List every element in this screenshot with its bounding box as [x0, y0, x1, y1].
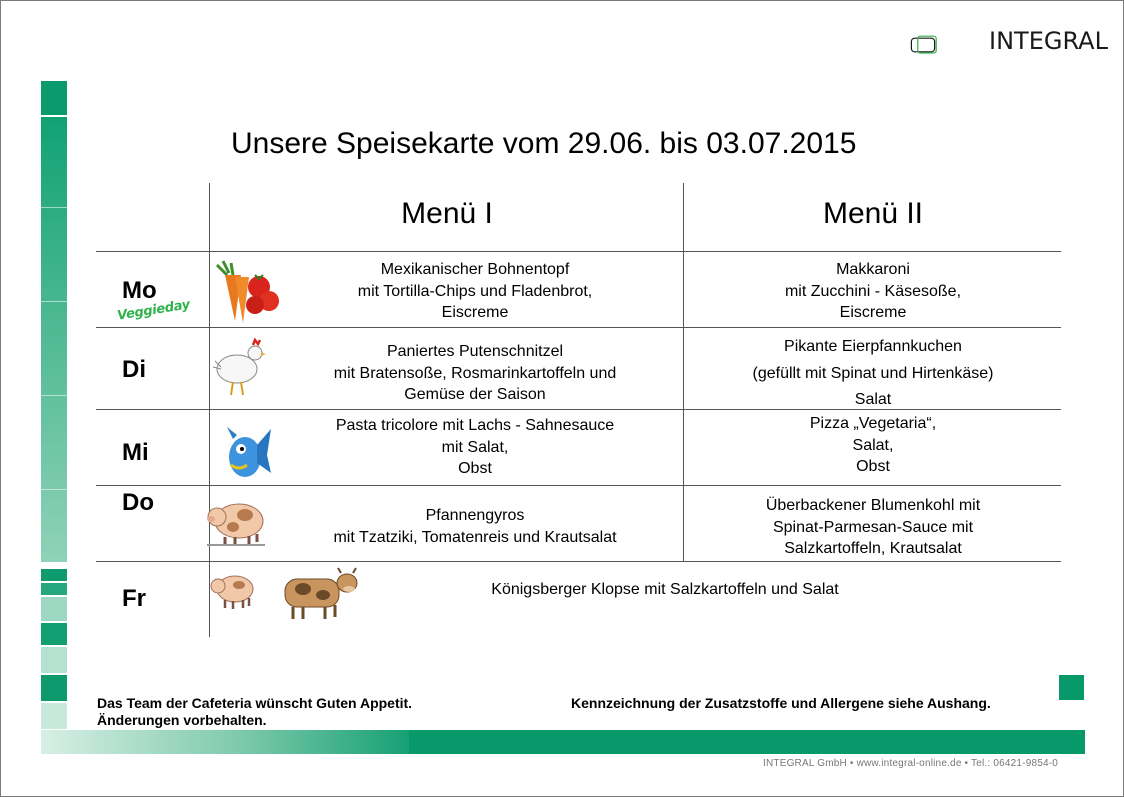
day-label-di: Di	[122, 356, 146, 383]
row-divider	[96, 251, 1061, 252]
divider-menu-column	[683, 183, 684, 561]
header-menu-2: Menü II	[822, 197, 924, 230]
vegetables-icon	[213, 257, 283, 325]
menu2-di: Pikante Eierpfannkuchen (gefüllt mit Spinat und Hirtenkäse) Salat	[752, 338, 994, 408]
menu2-mi: Pizza „Vegetaria“, Salat, Obst	[809, 415, 937, 475]
imprint: INTEGRAL GmbH • www.integral-online.de • Tel.: 06421-9854-0	[763, 758, 1059, 769]
veggieday-badge: Veggieday	[116, 297, 192, 324]
footer-allergen-note: Kennzeichnung der Zusatzstoffe und Allergene siehe Aushang.	[571, 695, 991, 711]
menu-fr-combined: Königsberger Klopse mit Salzkartoffeln und Salat	[491, 581, 839, 598]
chicken-icon	[211, 335, 267, 397]
logo-text: INTEGRAL	[989, 27, 1108, 55]
corner-square	[1059, 675, 1084, 700]
cow-icon	[281, 565, 361, 623]
page-title: Unsere Speisekarte vom 29.06. bis 03.07.2015	[231, 127, 857, 160]
integral-logo-icon	[909, 19, 989, 71]
menu2-do: Überbackener Blumenkohl mit Spinat-Parmesan-Sauce mit Salzkartoffeln, Krautsalat	[765, 497, 981, 557]
menu1-di: Paniertes Putenschnitzel mit Bratensoße, Rosmarinkartoffeln und Gemüse der Saison	[333, 343, 617, 403]
pig-icon	[205, 493, 267, 549]
footer-greeting: Das Team der Cafeteria wünscht Guten Appetit.	[97, 695, 413, 711]
row-divider	[96, 561, 1061, 562]
menu2-mo: Makkaroni mit Zucchini - Käsesoße, Eiscreme	[784, 261, 962, 321]
footer-left	[97, 695, 412, 729]
day-label-mi: Mi	[122, 439, 149, 466]
day-label-fr: Fr	[122, 585, 146, 612]
day-label-mo: Mo	[122, 277, 157, 304]
menu1-do: Pfannengyros mit Tzatziki, Tomatenreis und Krautsalat	[333, 507, 617, 546]
day-label-do: Do	[122, 489, 154, 516]
menu1-mo: Mexikanischer Bohnentopf mit Tortilla-Chips und Fladenbrot, Eiscreme	[357, 261, 593, 321]
row-divider	[96, 485, 1061, 486]
footer-changes-note: Änderungen vorbehalten.	[97, 712, 267, 728]
side-strip-gradient	[41, 117, 67, 562]
fish-icon	[223, 425, 273, 483]
header-menu-1: Menü I	[401, 197, 493, 230]
pig-icon	[209, 569, 257, 611]
row-divider	[96, 327, 1061, 328]
menu1-mi: Pasta tricolore mit Lachs - Sahnesauce mit Salat, Obst	[335, 417, 615, 477]
bottom-band	[409, 730, 1085, 754]
side-strip-block	[41, 81, 67, 115]
bottom-band-gradient	[41, 730, 409, 754]
